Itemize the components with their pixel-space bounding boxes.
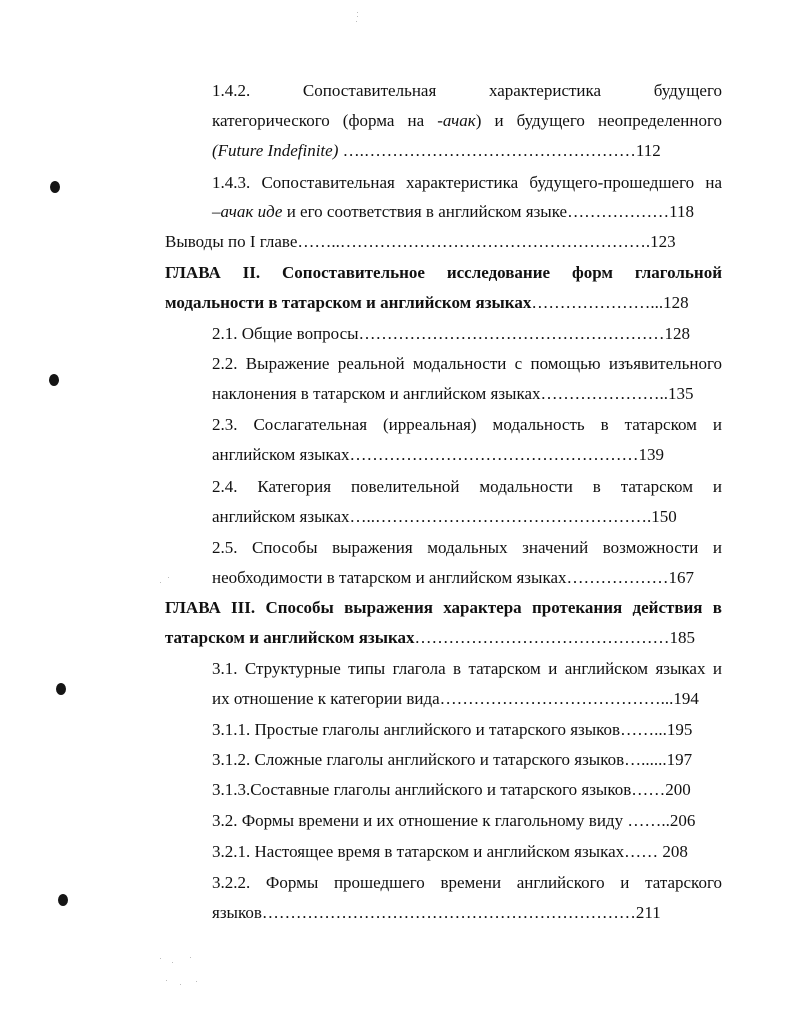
toc-line: 2.2. Выражение реальной модальности с помощью изъявительного [212, 354, 722, 373]
toc-line: 1.4.3. Сопоставительная характеристика будущего-прошедшего на [212, 173, 722, 192]
toc-line: 2.5. Способы выражения модальных значений возможности и [212, 538, 722, 557]
toc-line: (Future Indefinite) ….…………………………………………112 [212, 141, 661, 160]
toc-line: 3.1. Структурные типы глагола в татарском и английском языках и [212, 659, 722, 678]
toc-line: английском языках……………………………………………139 [212, 445, 665, 464]
toc-line: 2.4. Категория повелительной модальности в татарском и [212, 477, 722, 496]
toc-line-bold-part: модальности в татарском и английском языках [165, 293, 532, 312]
toc-line: их отношение к категории вида…………………………………...194 [212, 689, 699, 708]
toc-line: 2.1. Общие вопросы………………………………………………128 [212, 324, 691, 343]
toc-line: необходимости в татарском и английском языках………………167 [212, 568, 694, 587]
scan-speck [160, 958, 161, 959]
binder-hole-2 [49, 374, 59, 386]
toc-line: языков…………………………………………………………211 [212, 903, 661, 922]
toc-line: 3.2.2. Формы прошедшего времени английского и татарского [212, 873, 722, 892]
scan-speck [357, 16, 358, 17]
toc-line: категорического (форма на -ачак) и будущего неопределенного [212, 111, 722, 130]
binder-hole-3 [56, 683, 66, 695]
scan-speck [357, 12, 358, 13]
scan-speck [180, 984, 181, 985]
toc-line: наклонения в татарском и английском языках…………………..135 [212, 384, 694, 403]
toc-line-leader: ………………………………………185 [414, 628, 696, 647]
scan-speck [168, 577, 169, 578]
toc-line: 3.2.1. Настоящее время в татарском и английском языках…… 208 [212, 842, 688, 861]
scan-speck [356, 21, 357, 22]
toc-line-leader: …………………...128 [531, 293, 689, 312]
toc-line: английском языках…..………………………………………….150 [212, 507, 677, 526]
scan-speck [166, 980, 167, 981]
toc-line: 3.1.2. Сложные глаголы английского и татарского языков…......197 [212, 750, 693, 769]
toc-line: 1.4.2. Сопоставительная характеристика будущего [212, 81, 722, 100]
toc-line [165, 627, 695, 649]
toc-line: 3.2. Формы времени и их отношение к глагольному виду ……..206 [212, 811, 696, 830]
scan-speck [172, 962, 173, 963]
toc-line: ГЛАВА III. Способы выражения характера протекания действия в [165, 598, 722, 617]
toc-line: 2.3. Сослагательная (ирреальная) модальность в татарском и [212, 415, 722, 434]
scan-speck [196, 981, 197, 982]
toc-line: 3.1.3.Составные глаголы английского и татарского языков……200 [212, 780, 691, 799]
scan-speck [190, 957, 191, 958]
scan-speck [160, 582, 161, 583]
toc-line: Выводы по I главе……..……………………………………………….123 [165, 232, 676, 251]
toc-line: 3.1.1. Простые глаголы английского и татарского языков……...195 [212, 720, 693, 739]
toc-line [165, 292, 689, 314]
binder-hole-4 [58, 894, 68, 906]
toc-line-bold-part: татарском и английском языках [165, 628, 415, 647]
binder-hole-1 [50, 181, 60, 193]
toc-line: –ачак иде и его соответствия в английском языке………………118 [212, 202, 694, 221]
toc-line: ГЛАВА II. Сопоставительное исследование форм глагольной [165, 263, 722, 282]
